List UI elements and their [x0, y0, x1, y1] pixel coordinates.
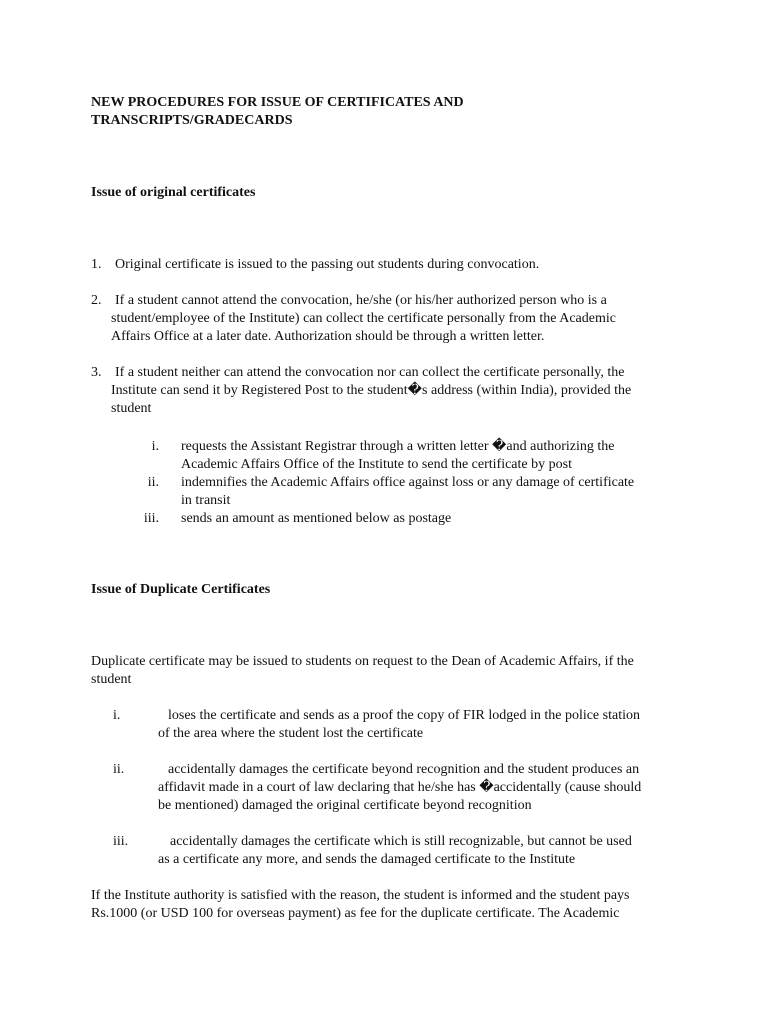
sublist-item-text: indemnifies the Academic Affairs office against loss or any damage of certificate — [181, 475, 635, 490]
list-item-text: student — [111, 401, 152, 416]
list-marker: i. — [113, 708, 121, 723]
list-item-text: If a student cannot attend the convocation, he/she (or his/her authorized person who is a — [115, 293, 607, 308]
section-heading-duplicate: Issue of Duplicate Certificates — [91, 582, 271, 597]
list-item-text: accidentally damages the certificate beyond recognition and the student produces an — [168, 762, 640, 777]
list-item-text: If a student neither can attend the convocation nor can collect the certificate personally, the — [115, 365, 625, 380]
list-marker: 1. — [91, 257, 102, 272]
list-marker: 2. — [91, 293, 102, 308]
list-item-text: as a certificate any more, and sends the damaged certificate to the Institute — [158, 852, 576, 867]
list-item-text: affidavit made in a court of law declaring that he/she has �accidentally (cause should — [158, 780, 642, 795]
sublist-item-text: in transit — [181, 493, 231, 508]
list-item-text: loses the certificate and sends as a proof the copy of FIR lodged in the police station — [168, 708, 640, 723]
paragraph-line: Rs.1000 (or USD 100 for overseas payment) as fee for the duplicate certificate. The Academic — [91, 906, 620, 921]
sublist-marker: ii. — [147, 475, 159, 490]
list-marker: iii. — [113, 834, 129, 849]
sublist-item-text: requests the Assistant Registrar through a written letter �and authorizing the — [181, 439, 615, 454]
sublist-item-text: sends an amount as mentioned below as postage — [181, 511, 452, 526]
list-item-text: Institute can send it by Registered Post to the student�s address (within India), provided the — [111, 383, 632, 398]
document-title-line-2: TRANSCRIPTS/GRADECARDS — [91, 113, 293, 128]
paragraph-line: Duplicate certificate may be issued to students on request to the Dean of Academic Affairs, if the — [91, 654, 634, 669]
sublist-item-text: Academic Affairs Office of the Institute to send the certificate by post — [181, 457, 572, 472]
list-item-text: Original certificate is issued to the passing out students during convocation. — [115, 257, 540, 272]
list-item-text: of the area where the student lost the certificate — [158, 726, 424, 741]
list-marker: 3. — [91, 365, 102, 380]
list-item-text: be mentioned) damaged the original certificate beyond recognition — [158, 798, 532, 813]
sublist-marker: iii. — [143, 511, 159, 526]
paragraph-line: student — [91, 672, 132, 687]
paragraph-line: If the Institute authority is satisfied with the reason, the student is informed and the student pays — [91, 888, 630, 903]
section-heading-original: Issue of original certificates — [91, 185, 256, 200]
list-marker: ii. — [113, 762, 125, 777]
sublist-marker: i. — [151, 439, 159, 454]
document-title-line-1: NEW PROCEDURES FOR ISSUE OF CERTIFICATES AND — [91, 95, 464, 110]
list-item-text: accidentally damages the certificate which is still recognizable, but cannot be used — [170, 834, 632, 849]
list-item-text: student/employee of the Institute) can collect the certificate personally from the Academic — [111, 311, 616, 326]
list-item-text: Affairs Office at a later date. Authorization should be through a written letter. — [111, 329, 545, 344]
